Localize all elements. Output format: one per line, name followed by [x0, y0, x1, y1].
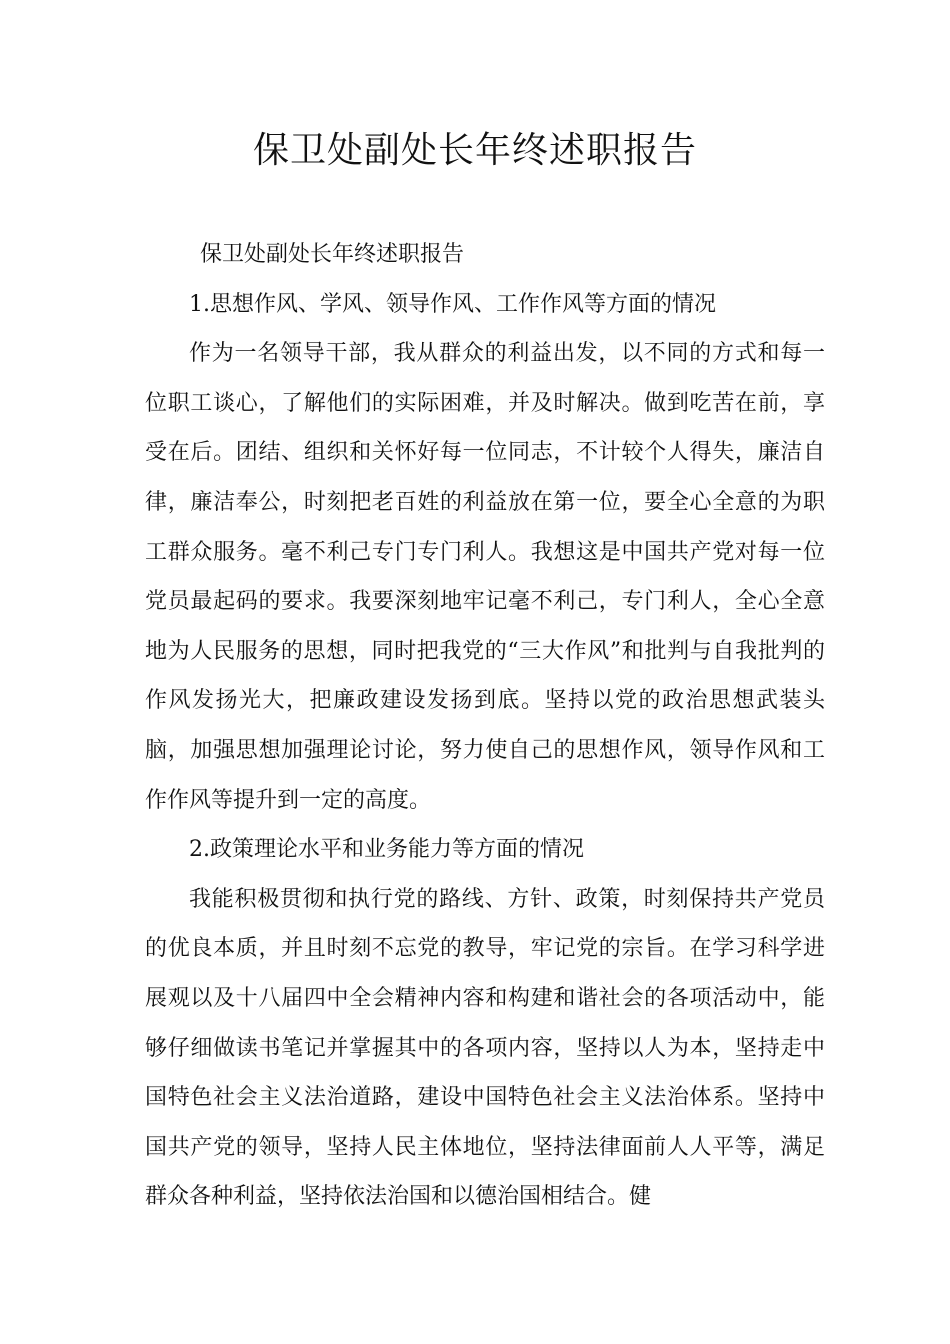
section-2-heading: 2.政策理论水平和业务能力等方面的情况	[189, 837, 584, 863]
document-subtitle: 保卫处副处长年终述职报告	[200, 242, 465, 267]
section-2-paragraph: 我能积极贯彻和执行党的路线、方针、政策，时刻保持共产党员的优良本质，并且时刻不忘党的教导，牢记党的宗旨。在学习科学进展观以及十八届四中全会精神内容和构建和谐社会的各项活动中，能够仔细做读书笔记并掌握其中的各项内容，坚持以人为本，坚持走中国特色社会主义法治道路，建设中国特色社会主义法治体系。坚持中国共产党的领导，坚持人民主体地位，坚持法律面前人人平等，满足群众各种利益，坚持依法治国和以德治国相结合。健	[145, 886, 825, 1210]
document-title: 保卫处副处长年终述职报告	[252, 130, 697, 171]
section-1-heading: 1.思想作风、学风、领导作风、工作作风等方面的情况	[189, 291, 716, 317]
document-body	[145, 230, 825, 1222]
section-1-paragraph: 作为一名领导干部，我从群众的利益出发，以不同的方式和每一位职工谈心，了解他们的实际困难，并及时解决。做到吃苦在前，享受在后。团结、组织和关怀好每一位同志，不计较个人得失，廉洁自律，廉洁奉公，时刻把老百姓的利益放在第一位，要全心全意的为职工群众服务。毫不利己专门专门利人。我想这是中国共产党对每一位党员最起码的要求。我要深刻地牢记毫不利己，专门利人，全心全意地为人民服务的思想，同时把我党的“三大作风”和批判与自我批判的作风发扬光大，把廉政建设发扬到底。坚持以党的政治思想武装头脑，加强思想加强理论讨论，努力使自己的思想作风，领导作风和工作作风等提升到一定的高度。	[145, 341, 825, 813]
